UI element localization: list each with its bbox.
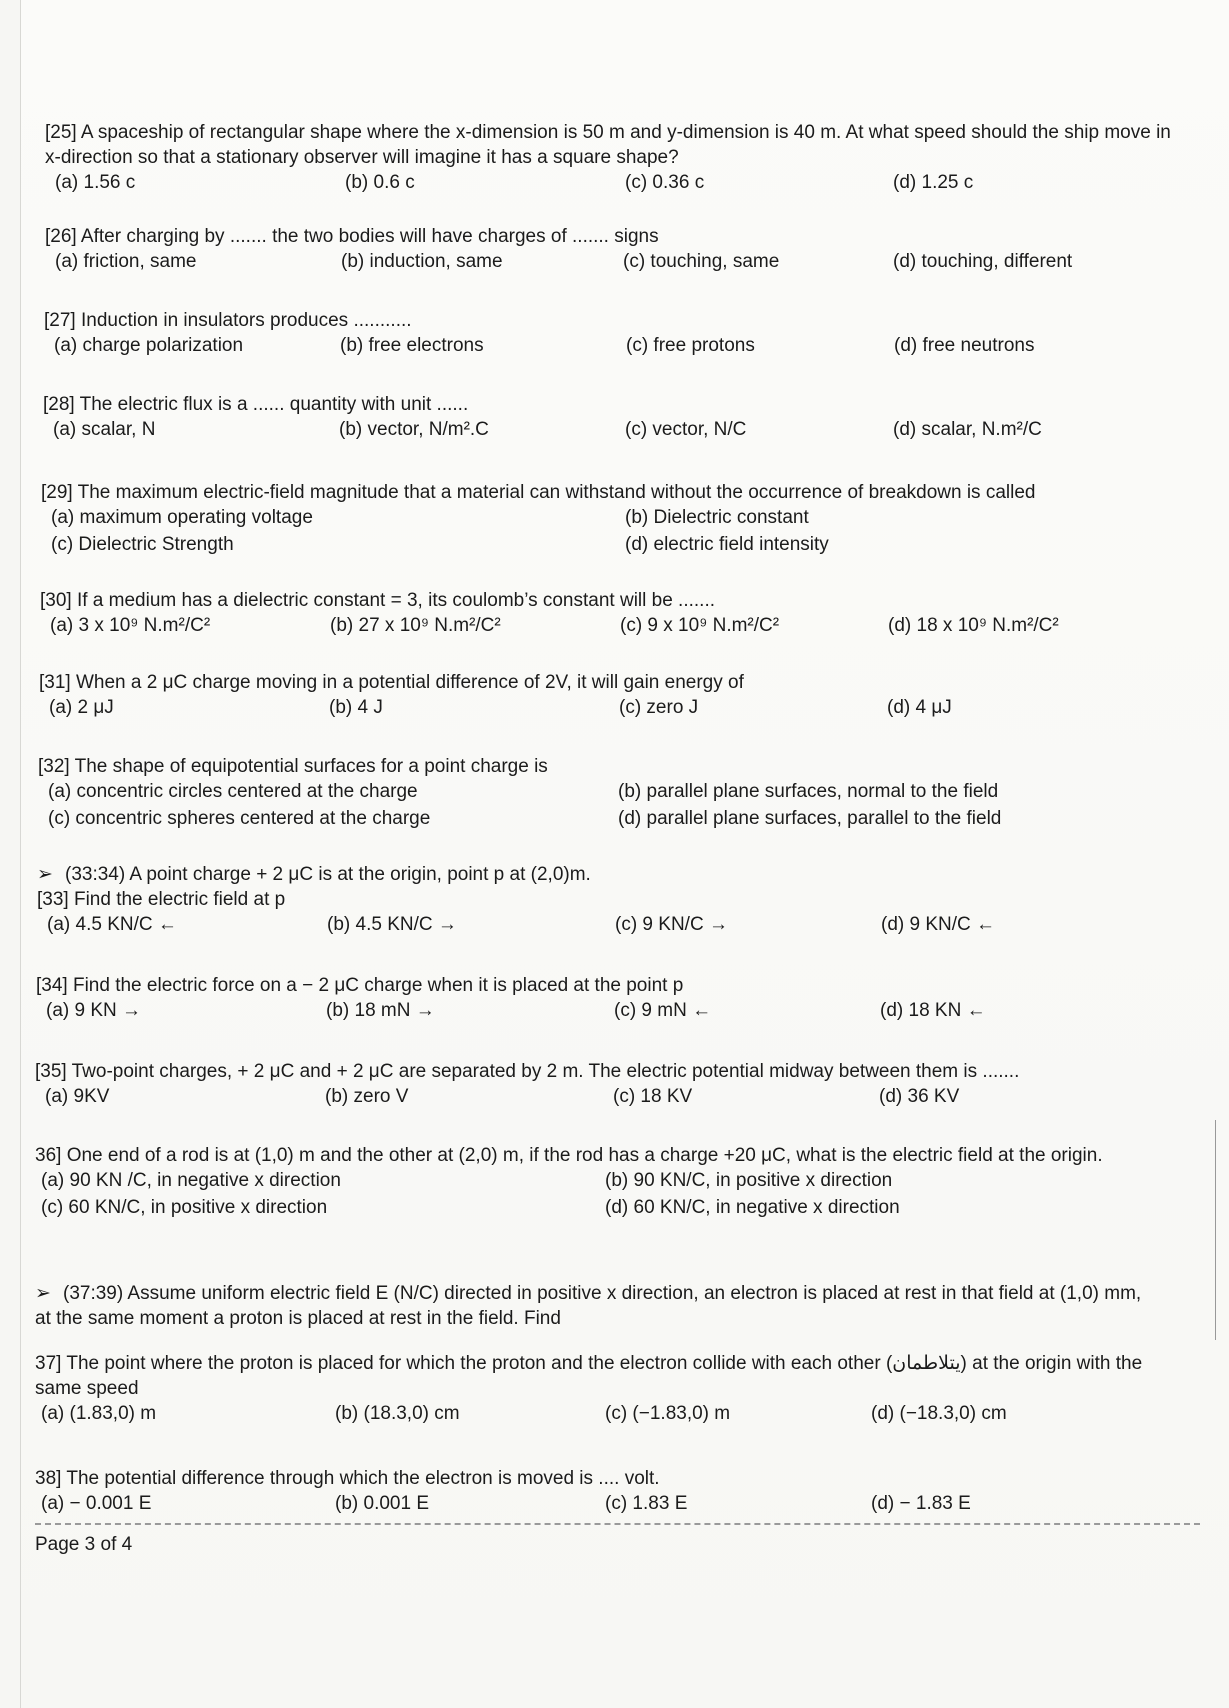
question-33 (37, 862, 1227, 939)
option-b: (b) free electrons (340, 335, 484, 356)
option-b: (b) 18 mN → (326, 1000, 435, 1021)
option-c: (c) concentric spheres centered at the charge (48, 808, 431, 829)
option-c: (c) (−1.83,0) m (605, 1403, 731, 1424)
option-c: (c) zero J (619, 697, 699, 718)
question-intro: ➢ (37:39) Assume uniform electric field E (N/C) directed in positive x direction, an electron is placed at rest in that field at (1,0) mm, at the same moment a proton is placed at rest in the field. Find (35, 1283, 1142, 1329)
option-b: (b) induction, same (341, 251, 503, 272)
option-a: (a) 9KV (45, 1086, 110, 1107)
option-d: (d) free neutrons (894, 335, 1035, 356)
option-c: (c) free protons (626, 335, 755, 356)
option-b: (b) vector, N/m².C (339, 419, 489, 440)
option-b: (b) (18.3,0) cm (335, 1403, 460, 1424)
option-c: (c) touching, same (623, 251, 780, 272)
question-stem: [34] Find the electric force on a − 2 μC charge when it is placed at the point p (36, 975, 684, 996)
question-29 (41, 480, 1229, 559)
question-stem: [28] The electric flux is a ...... quantity with unit ...... (43, 394, 469, 415)
option-c: (c) 9 KN/C → (615, 914, 728, 935)
question-26 (45, 224, 1229, 276)
option-d: (d) 18 x 10⁹ N.m²/C² (888, 615, 1059, 636)
option-b: (b) 90 KN/C, in positive x direction (605, 1170, 893, 1191)
option-c: (c) 1.83 E (605, 1493, 688, 1514)
option-d: (d) − 1.83 E (871, 1493, 971, 1514)
option-a: (a) 2 μJ (49, 697, 114, 718)
arrow-bullet-icon: ➢ (37, 864, 53, 885)
option-a: (a) charge polarization (54, 335, 244, 356)
question-stem: [32] The shape of equipotential surfaces for a point charge is (38, 756, 548, 777)
option-a: (a) 4.5 KN/C ← (47, 914, 177, 935)
question-stem: 38] The potential difference through which the electron is moved is .... volt. (35, 1468, 660, 1489)
option-a: (a) − 0.001 E (41, 1493, 152, 1514)
question-stem: [29] The maximum electric-field magnitude that a material can withstand without the occurrence of breakdown is called (41, 482, 1036, 503)
option-c: (c) 60 KN/C, in positive x direction (41, 1197, 328, 1218)
footer-divider (35, 1523, 1200, 1525)
question-38 (35, 1466, 1225, 1518)
option-a: (a) 1.56 c (55, 172, 136, 193)
option-a: (a) scalar, N (53, 419, 156, 440)
option-d: (d) 36 KV (879, 1086, 960, 1107)
question-stem: [35] Two-point charges, + 2 μC and + 2 μC are separated by 2 m. The electric potential midway between them is ....... (35, 1061, 1020, 1082)
question-25 (45, 120, 1229, 197)
option-b: (b) parallel plane surfaces, normal to the field (618, 781, 999, 802)
question-31 (39, 670, 1229, 722)
option-c: (c) 18 KV (613, 1086, 693, 1107)
option-a: (a) concentric circles centered at the charge (48, 781, 418, 802)
question-stem: [26] After charging by ....... the two bodies will have charges of ....... signs (45, 226, 659, 247)
question-stem: 36] One end of a rod is at (1,0) m and the other at (2,0) m, if the rod has a charge +20 μC, what is the electric field at the origin. (35, 1145, 1103, 1166)
question-stem: [33] Find the electric field at p (37, 889, 286, 910)
question-stem: [31] When a 2 μC charge moving in a potential difference of 2V, it will gain energy of (39, 672, 744, 693)
question-30 (40, 588, 1229, 640)
option-b: (b) 0.001 E (335, 1493, 429, 1514)
option-c: (c) Dielectric Strength (51, 534, 234, 555)
margin-line (1215, 1120, 1216, 1340)
option-a: (a) maximum operating voltage (51, 507, 313, 528)
option-d: (d) 18 KN ← (880, 1000, 986, 1021)
option-b: (b) 0.6 c (345, 172, 415, 193)
option-c: (c) 9 mN ← (614, 1000, 712, 1021)
option-b: (b) 27 x 10⁹ N.m²/C² (330, 615, 501, 636)
question-32 (38, 754, 1228, 833)
question-stem: [25] A spaceship of rectangular shape where the x-dimension is 50 m and y-dimension is 40 m. At what speed should the ship move in x-direction so that a stationary observer will imagine it has a square shape? (45, 122, 1171, 168)
option-c: (c) 0.36 c (625, 172, 705, 193)
arrow-bullet-icon: ➢ (35, 1283, 51, 1304)
option-d: (d) 1.25 c (893, 172, 974, 193)
question-34 (36, 973, 1226, 1025)
question-stem: [30] If a medium has a dielectric constant = 3, its coulomb’s constant will be ....... (40, 590, 716, 611)
option-b: (b) Dielectric constant (625, 507, 809, 528)
option-d: (d) electric field intensity (625, 534, 829, 555)
option-a: (a) friction, same (55, 251, 197, 272)
question-stem: 37] The point where the proton is placed for which the proton and the electron collide with each other (يتلاطمان) at the origin with the same speed (35, 1353, 1143, 1399)
option-d: (d) scalar, N.m²/C (893, 419, 1042, 440)
question-35 (35, 1059, 1225, 1111)
page-number: Page 3 of 4 (35, 1534, 133, 1555)
option-d: (d) 9 KN/C ← (881, 914, 996, 935)
question-27 (44, 308, 1229, 360)
option-d: (d) 4 μJ (887, 697, 952, 718)
option-d: (d) touching, different (893, 251, 1073, 272)
option-d: (d) (−18.3,0) cm (871, 1403, 1007, 1424)
option-a: (a) (1.83,0) m (41, 1403, 157, 1424)
option-b: (b) zero V (325, 1086, 409, 1107)
question-37 (35, 1281, 1225, 1428)
option-a: (a) 90 KN /C, in negative x direction (41, 1170, 341, 1191)
question-36 (35, 1143, 1225, 1222)
question-stem: [27] Induction in insulators produces ........... (44, 310, 412, 331)
option-a: (a) 3 x 10⁹ N.m²/C² (50, 615, 211, 636)
question-intro: ➢ (33:34) A point charge + 2 μC is at the origin, point p at (2,0)m. (37, 864, 591, 885)
option-b: (b) 4.5 KN/C → (327, 914, 457, 935)
question-28 (43, 392, 1229, 444)
option-c: (c) 9 x 10⁹ N.m²/C² (620, 615, 780, 636)
option-b: (b) 4 J (329, 697, 383, 718)
exam-page (20, 0, 1229, 1708)
option-c: (c) vector, N/C (625, 419, 747, 440)
option-d: (d) 60 KN/C, in negative x direction (605, 1197, 900, 1218)
option-a: (a) 9 KN → (46, 1000, 142, 1021)
option-d: (d) parallel plane surfaces, parallel to the field (618, 808, 1002, 829)
